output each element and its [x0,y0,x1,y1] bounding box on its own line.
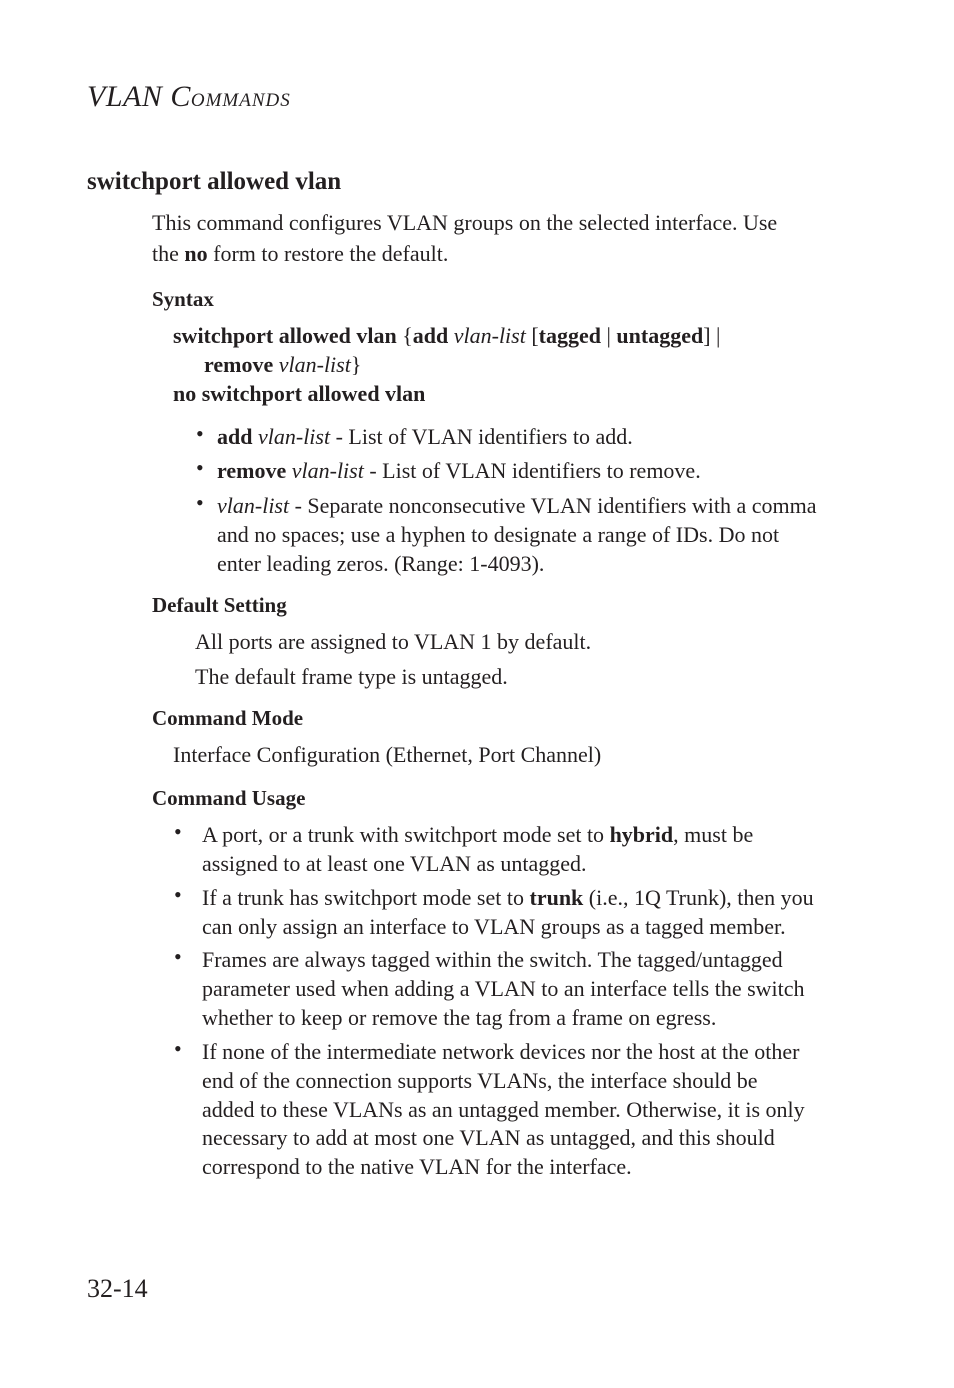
usage-3-line-3: whether to keep or remove the tag from a frame on egress. [202,1005,717,1030]
syntax-command: switchport allowed vlan [173,323,397,348]
usage-text-end: (i.e., 1Q Trunk), then you [583,885,814,910]
syntax-no-command: no switchport allowed vlan [173,381,426,406]
command-mode-text: Interface Configuration (Ethernet, Port Channel) [173,742,602,767]
bullet: • [196,455,204,480]
syntax-add: add [412,323,449,348]
usage-4-line-2: end of the connection supports VLANs, the interface should be [202,1068,758,1093]
bullet: • [174,1036,182,1061]
param-remove [217,455,701,486]
command-usage-heading: Command Usage [152,786,306,810]
usage-text: A port, or a trunk with switchport mode set to [202,822,610,847]
param-keyword: remove [217,458,287,483]
syntax-pipe: | [601,323,617,348]
bullet: • [196,490,204,515]
param-desc: - List of VLAN identifiers to remove. [363,458,701,483]
usage-trunk: trunk [529,885,584,910]
param-keyword: add [217,424,253,449]
default-line-1: All ports are assigned to VLAN 1 by default. [195,629,592,654]
usage-2-line-1 [202,882,814,913]
command-mode-heading: Command Mode [152,706,304,730]
bullet: • [174,819,182,844]
usage-2-line-2: can only assign an interface to VLAN groups as a tagged member. [202,914,786,939]
syntax-brace-open: { [396,323,413,348]
intro-text: the [152,241,185,266]
syntax-remove: remove [204,352,274,377]
usage-4-line-5: correspond to the native VLAN for the interface. [202,1154,632,1179]
param-desc: - Separate nonconsecutive VLAN identifiers with a comma [289,493,817,518]
syntax-vlanlist: vlan-list [453,323,526,348]
running-header [87,80,291,114]
intro-line-2 [152,238,448,269]
param-arg: vlan-list [217,493,290,518]
syntax-line-3 [173,378,425,409]
param-arg: vlan-list [257,424,331,449]
default-line-2: The default frame type is untagged. [195,664,508,689]
syntax-bracket-close: ] | [703,323,721,348]
usage-1-line-1 [202,819,753,850]
syntax-heading: Syntax [152,287,214,311]
param-vlanlist-line-2: and no spaces; use a hyphen to designate a range of IDs. Do not [217,522,780,547]
usage-text: If a trunk has switchport mode set to [202,885,530,910]
page-number: 32-14 [87,1274,148,1303]
command-title: switchport allowed vlan [87,168,342,195]
usage-4-line-4: necessary to add at most one VLAN as untagged, and this should [202,1125,775,1150]
param-add [217,421,633,452]
param-desc: - List of VLAN identifiers to add. [330,424,633,449]
usage-1-line-2: assigned to at least one VLAN as untagged. [202,851,587,876]
usage-4-line-3: added to these VLANs as an untagged member. Otherwise, it is only [202,1097,805,1122]
header-first: VLAN [87,80,171,113]
header-cap: C [170,80,191,113]
syntax-line-2 [204,349,361,380]
param-vlanlist-line-1 [217,490,817,521]
usage-3-line-1: Frames are always tagged within the switch. The tagged/untagged [202,947,783,972]
bullet: • [174,882,182,907]
header-smallcaps: OMMANDS [190,90,291,111]
syntax-vlanlist-2: vlan-list [278,352,351,377]
intro-no-keyword: no [184,241,208,266]
param-arg: vlan-list [291,458,364,483]
syntax-tagged: tagged [538,323,601,348]
syntax-line-1 [173,320,720,351]
intro-line-1: This command configures VLAN groups on the selected interface. Use [152,210,778,235]
param-vlanlist-line-3: enter leading zeros. (Range: 1-4093). [217,551,545,576]
syntax-brace-close: } [350,352,362,377]
default-setting-heading: Default Setting [152,593,287,617]
usage-3-line-2: parameter used when adding a VLAN to an interface tells the switch [202,976,805,1001]
bullet: • [174,944,182,969]
syntax-bracket-open: [ [525,323,539,348]
usage-hybrid: hybrid [609,822,674,847]
intro-text-end: form to restore the default. [207,241,449,266]
syntax-untagged: untagged [616,323,704,348]
usage-text-end: , must be [673,822,754,847]
usage-4-line-1: If none of the intermediate network devices nor the host at the other [202,1039,800,1064]
bullet: • [196,421,204,446]
